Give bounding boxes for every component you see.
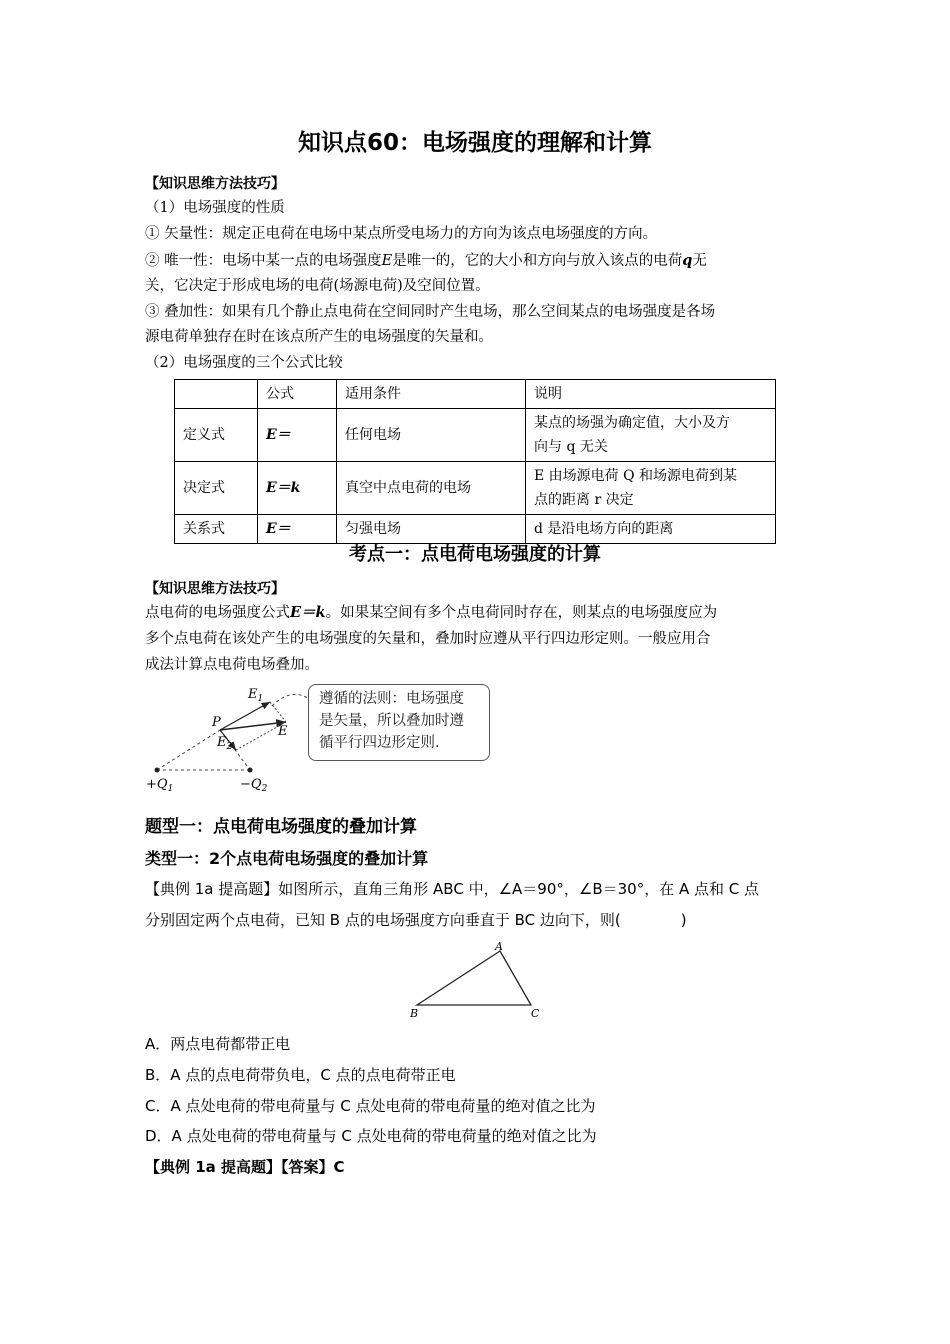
question-text: 【典例 1a 提高题】如图所示，直角三角形 ABC 中，∠A＝90°，∠B＝30°，在 A 点和 C 点 [145, 880, 759, 898]
label-e2: $E_2$ [217, 735, 233, 752]
table-header-row [175, 380, 776, 409]
table-header-cell [175, 380, 258, 409]
table-cell-formula: E＝ [258, 409, 337, 462]
table-cell-condition: 真空中点电荷的电场 [337, 462, 526, 515]
paragraph-uniqueness: ② 唯一性：电场中某一点的电场强度E是唯一的，它的大小和方向与放入该点的电荷q无 [145, 252, 707, 269]
paragraph-superposition-cont: 源电荷单独存在时在该点所产生的电场强度的矢量和。 [145, 329, 493, 345]
label-p: P [212, 715, 221, 730]
label-e1: $E_1$ [248, 687, 264, 704]
table-cell-name: 定义式 [175, 409, 258, 462]
table-cell-description: E 由场源电荷 Q 和场源电荷到某 点的距离 r 决定 [526, 462, 776, 515]
callout-connector [272, 694, 308, 706]
vertex-label-a: A [495, 940, 503, 953]
question-text-cont: 分别固定两个点电荷，已知 B 点的电场强度方向垂直于 BC 边向下，则( ) [145, 911, 687, 929]
tip-heading: 【知识思维方法技巧】 [145, 176, 285, 192]
table-row [175, 462, 776, 515]
paragraph-superposition: ③ 叠加性：如果有几个静止点电荷在空间同时产生电场，那么空间某点的电场强度是各场 [145, 304, 716, 320]
table-cell-condition: 任何电场 [337, 409, 526, 462]
triangle-abc-diagram [400, 938, 550, 1022]
tip-heading: 【知识思维方法技巧】 [145, 581, 285, 597]
table-cell-formula: E＝k [258, 462, 337, 515]
section-heading-kp1: 考点一：点电荷电场强度的计算 [349, 544, 601, 565]
table-row [175, 409, 776, 462]
charge-q1 [155, 768, 160, 773]
dashed-q1-to-p [157, 730, 220, 770]
page-title: 知识点60：电场强度的理解和计算 [297, 130, 652, 156]
question-subtype-heading: 类型一：2个点电荷电场强度的叠加计算 [145, 849, 429, 868]
paragraph-point-charge-end: 成法计算点电荷电场叠加。 [145, 657, 319, 673]
table-cell-name: 关系式 [175, 515, 258, 544]
option-d: D．A 点处电荷的带电荷量与 C 点处电荷的带电荷量的绝对值之比为 [145, 1127, 597, 1145]
label-q2: $-Q_2$ [240, 777, 268, 794]
table-cell-description: 某点的场强为确定值，大小及方 向与 q 无关 [526, 409, 776, 462]
vertex-label-b: B [410, 1007, 419, 1020]
vector-e1 [220, 702, 270, 730]
table-header-cell: 适用条件 [337, 380, 526, 409]
label-e: E [278, 724, 288, 739]
option-a: A．两点电荷都带正电 [145, 1035, 291, 1053]
table-cell-description: d 是沿电场方向的距离 [526, 515, 776, 544]
subheading-properties: （1）电场强度的性质 [145, 200, 285, 216]
formula-comparison-table [174, 379, 776, 544]
table-header-cell: 公式 [258, 380, 337, 409]
question-type-heading: 题型一：点电荷电场强度的叠加计算 [145, 817, 417, 837]
table-cell-condition: 匀强电场 [337, 515, 526, 544]
answer-line: 【典例 1a 提高题】【答案】C [145, 1158, 345, 1176]
paragraph-uniqueness-cont: 关，它决定于形成电场的电荷(场源电荷)及空间位置。 [145, 278, 490, 294]
option-b: B．A 点的点电荷带负电，C 点的点电荷带正电 [145, 1066, 456, 1084]
subheading-formulas: （2）电场强度的三个公式比较 [145, 355, 343, 371]
table-cell-name: 决定式 [175, 462, 258, 515]
field-superposition-diagram [140, 680, 320, 795]
vector-e-resultant [220, 722, 286, 730]
paragraph-point-charge-cont: 多个点电荷在该处产生的电场强度的矢量和，叠加时应遵从平行四边形定则。一般应用合 [145, 631, 711, 647]
table-cell-formula: E＝ [258, 515, 337, 544]
rule-callout-box: 遵循的法则：电场强度 是矢量，所以叠加时遵 循平行四边形定则. [308, 684, 490, 761]
triangle-abc [417, 951, 531, 1005]
table-header-cell: 说明 [526, 380, 776, 409]
option-c: C．A 点处电荷的带电荷量与 C 点处电荷的带电荷量的绝对值之比为 [145, 1097, 596, 1115]
paragraph-vector: ① 矢量性：规定正电荷在电场中某点所受电场力的方向为该点电场强度的方向。 [145, 226, 658, 242]
paragraph-point-charge: 点电荷的电场强度公式E＝k。如果某空间有多个点电荷同时存在，则某点的电场强度应为 [145, 604, 718, 621]
vertex-label-c: C [531, 1007, 540, 1020]
charge-q2 [248, 768, 253, 773]
label-q1: $+Q_1$ [146, 777, 174, 794]
